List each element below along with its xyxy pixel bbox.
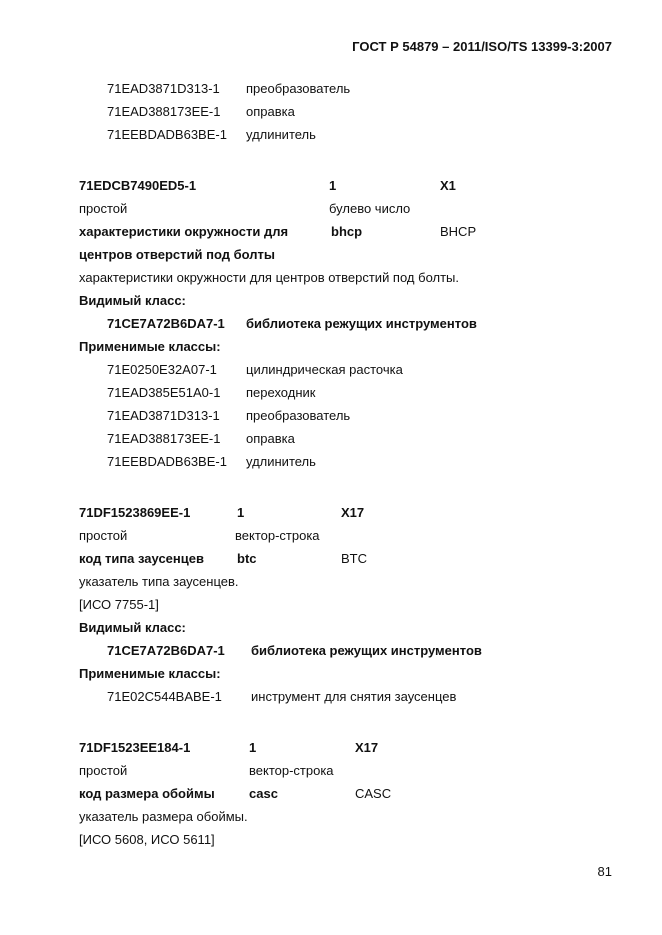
entry-name: характеристики окружности для (79, 224, 289, 239)
applicable-class-name: цилиндрическая расточка (246, 362, 403, 377)
applicable-class-code: 71EAD3871D313-1 (107, 408, 220, 423)
entry-number: 1 (237, 505, 245, 520)
visible-class-code: 71CE7A72B6DA7-1 (107, 643, 225, 658)
entry-description: указатель размера обоймы. (79, 809, 248, 824)
applicable-class-code: 71EEBDADB63BE-1 (107, 454, 227, 469)
entry-reference: [ИСО 5608, ИСО 5611] (79, 832, 215, 847)
entry-name: код типа заусенцев (79, 551, 204, 566)
applicable-class-code: 71E0250E32A07-1 (107, 362, 217, 377)
applicable-class-code: 71EAD385E51A0-1 (107, 385, 221, 400)
entry-symbol: BTC (341, 551, 367, 566)
entry-name: код размера обоймы (79, 786, 215, 801)
entry-data-type: вектор-строка (249, 763, 334, 778)
visible-class-code: 71CE7A72B6DA7-1 (107, 316, 225, 331)
applicable-class-name: инструмент для снятия заусенцев (251, 689, 457, 704)
entry-code: X1 (440, 178, 456, 193)
entry-short-name: bhcp (331, 224, 363, 239)
applicable-class-name: оправка (246, 431, 295, 446)
document-header: ГОСТ Р 54879 – 2011/ISO/TS 13399-3:2007 (352, 39, 612, 54)
applicable-class-code: 71E02C544BABE-1 (107, 689, 222, 704)
entry-short-name: casc (249, 786, 278, 801)
list-item-code: 71EAD388173EE-1 (107, 104, 221, 119)
list-item-name: преобразователь (246, 81, 351, 96)
entry-id: 71DF1523869EE-1 (79, 505, 191, 520)
entry-code: X17 (355, 740, 379, 755)
entry-code: X17 (341, 505, 365, 520)
page-number: 81 (597, 864, 612, 879)
entry-number: 1 (329, 178, 337, 193)
entry-symbol: CASC (355, 786, 392, 801)
applicable-class-name: удлинитель (246, 454, 316, 469)
applicable-classes-label: Применимые классы: (79, 666, 221, 681)
visible-class-name: библиотека режущих инструментов (246, 316, 477, 331)
entry-id: 71EDCB7490ED5-1 (79, 178, 197, 193)
entry-description: указатель типа заусенцев. (79, 574, 239, 589)
entry-kind: простой (79, 201, 128, 216)
list-item-code: 71EEBDADB63BE-1 (107, 127, 227, 142)
entry-id: 71DF1523EE184-1 (79, 740, 191, 755)
applicable-class-code: 71EAD388173EE-1 (107, 431, 221, 446)
applicable-class-name: преобразователь (246, 408, 351, 423)
visible-class-label: Видимый класс: (79, 620, 186, 635)
applicable-classes-label: Применимые классы: (79, 339, 221, 354)
entry-kind: простой (79, 763, 128, 778)
applicable-class-name: переходник (246, 385, 316, 400)
list-item-code: 71EAD3871D313-1 (107, 81, 220, 96)
entry-kind: простой (79, 528, 128, 543)
entry-description: характеристики окружности для центров отверстий под болты. (79, 270, 460, 285)
list-item-name: оправка (246, 104, 295, 119)
entry-name-continued: центров отверстий под болты (79, 247, 275, 262)
entry-short-name: btc (237, 551, 257, 566)
visible-class-label: Видимый класс: (79, 293, 186, 308)
visible-class-name: библиотека режущих инструментов (251, 643, 482, 658)
entry-symbol: BHCP (440, 224, 477, 239)
list-item-name: удлинитель (246, 127, 316, 142)
entry-number: 1 (249, 740, 257, 755)
entry-data-type: вектор-строка (235, 528, 320, 543)
entry-reference: [ИСО 7755-1] (79, 597, 159, 612)
entry-data-type: булево число (329, 201, 411, 216)
